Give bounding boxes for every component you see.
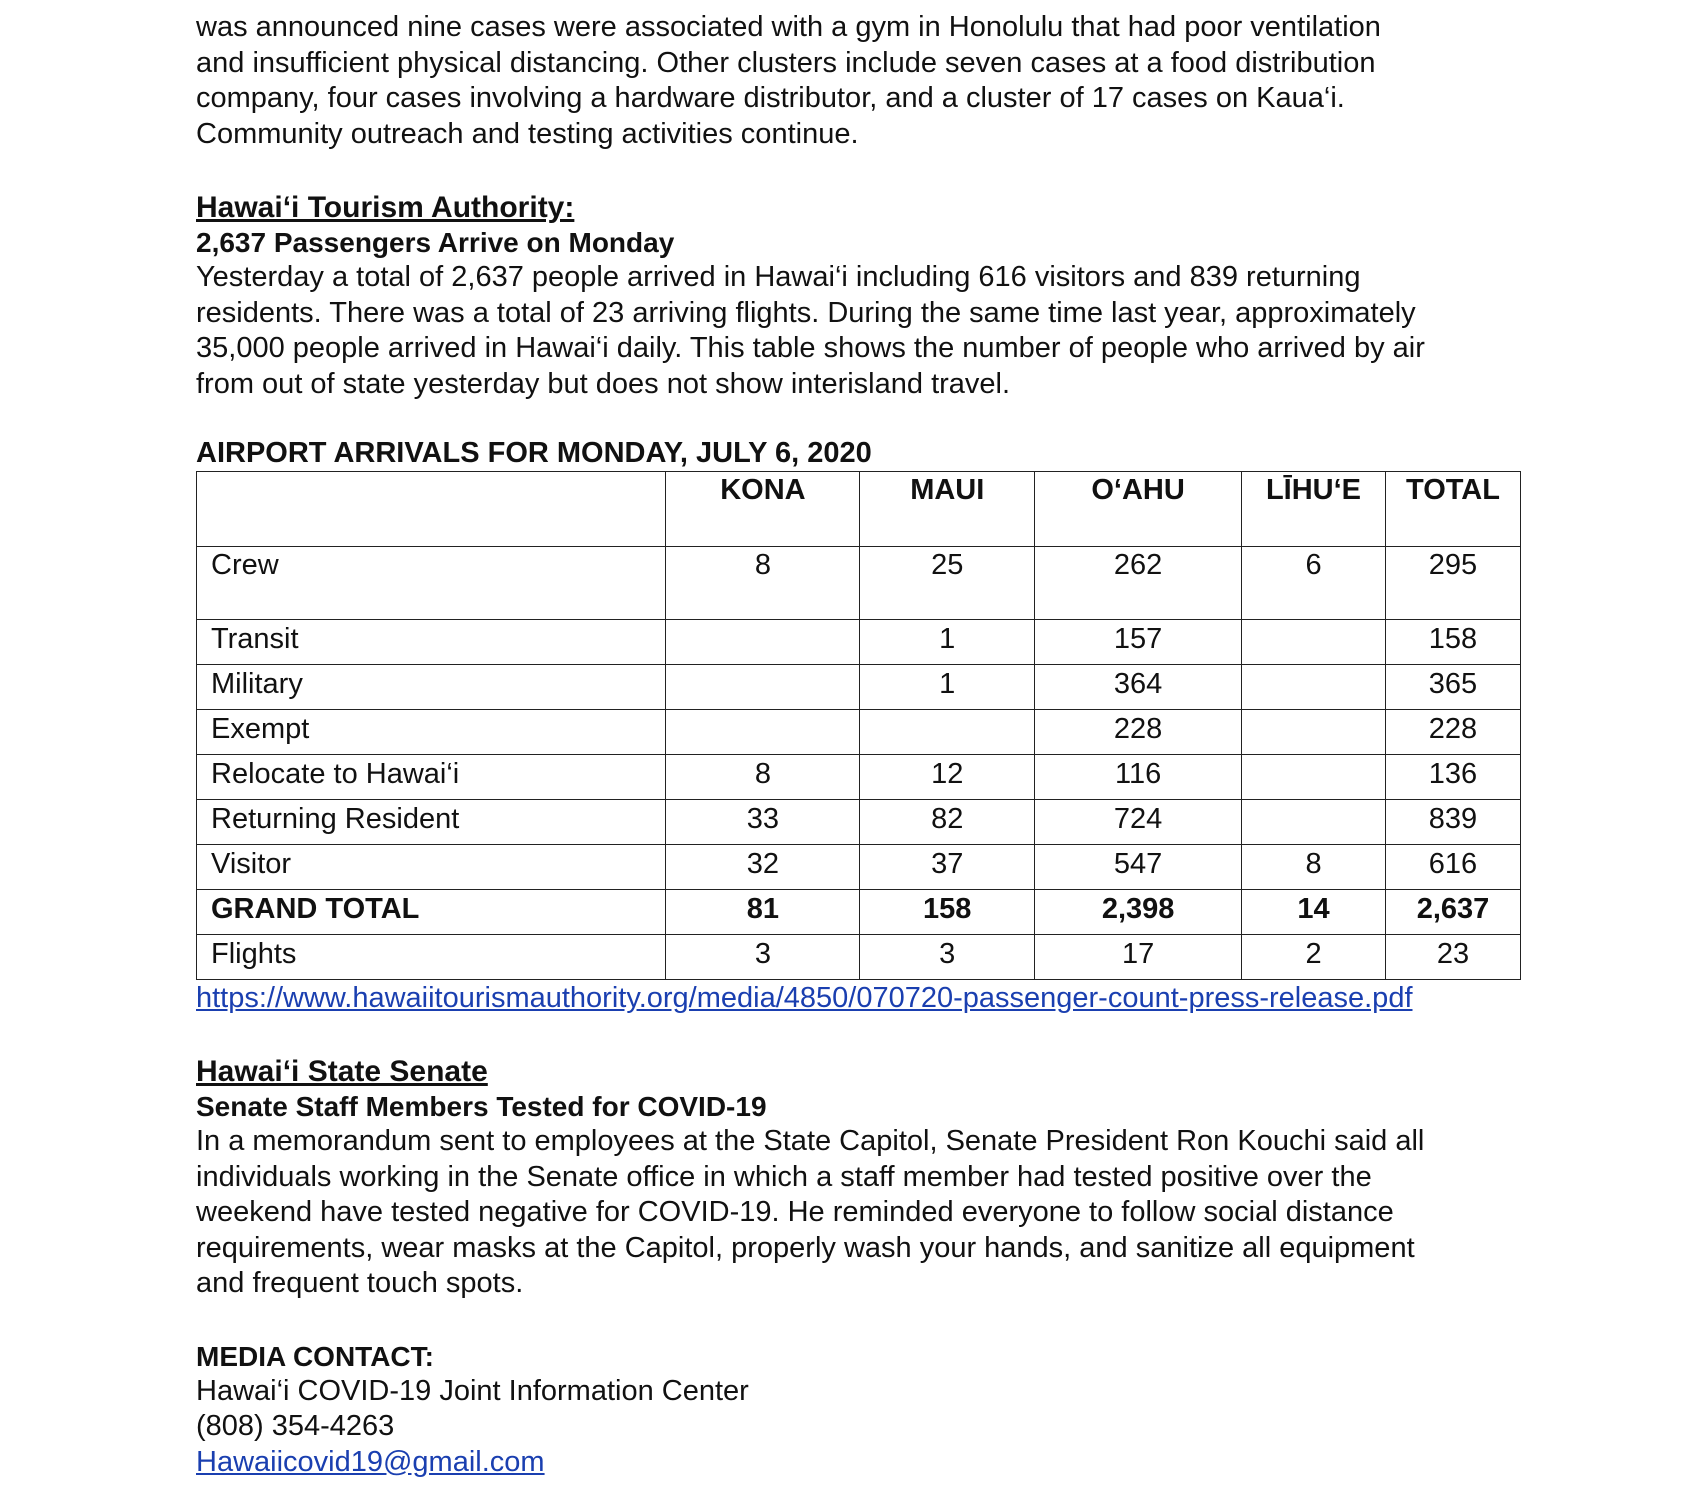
table-cell: 158 [1385,620,1520,665]
table-cell: 364 [1035,665,1242,710]
column-header: KONA [666,472,860,547]
senate-line: and frequent touch spots. [196,1267,524,1299]
media-contact-email-link[interactable]: Hawaiicovid19@gmail.com [196,1445,545,1478]
hta-line: Yesterday a total of 2,637 people arrived in Hawai‘i including 616 visitors and 839 returning [196,261,1361,293]
table-cell: 2 [1242,935,1386,980]
table-cell: 2,637 [1385,890,1520,935]
table-row [197,800,1521,845]
table-cell: 25 [860,547,1035,620]
senate-subheading: Senate Staff Members Tested for COVID-19 [196,1091,767,1122]
table-cell: 262 [1035,547,1242,620]
table-cell: 6 [1242,547,1386,620]
table-cell: 365 [1385,665,1520,710]
table-cell [1242,755,1386,800]
grand-total-row [197,890,1521,935]
table-cell [666,665,860,710]
table-cell: 37 [860,845,1035,890]
hta-section [196,190,1536,1016]
hta-line: from out of state yesterday but does not show interisland travel. [196,367,1011,400]
table-cell: 1 [860,665,1035,710]
row-label: Military [197,665,666,710]
row-label: Crew [197,547,666,620]
table-header-row [197,472,1521,547]
table-row [197,547,1521,620]
table-cell: 32 [666,845,860,890]
intro-paragraph [196,10,1536,152]
row-label: Exempt [197,710,666,755]
table-cell [666,710,860,755]
media-contact-org: Hawai‘i COVID-19 Joint Information Center [196,1374,749,1407]
table-row [197,935,1521,980]
senate-line: requirements, wear masks at the Capitol, properly wash your hands, and sanitize all equipment [196,1231,1415,1264]
table-cell: 3 [666,935,860,980]
row-label: Flights [197,935,666,980]
media-contact-heading: MEDIA CONTACT: [196,1340,434,1372]
airport-arrivals-table [196,471,1521,980]
table-cell [1242,620,1386,665]
hta-line: 35,000 people arrived in Hawai‘i daily. This table shows the number of people who arrived by air [196,332,1425,364]
table-cell: 33 [666,800,860,845]
table-cell: 547 [1035,845,1242,890]
table-cell: 14 [1242,890,1386,935]
table-cell: 2,398 [1035,890,1242,935]
column-header [197,472,666,547]
table-cell: 81 [666,890,860,935]
table-row [197,845,1521,890]
table-cell: 839 [1385,800,1520,845]
table-cell: 23 [1385,935,1520,980]
senate-paragraph [196,1124,1536,1302]
table-row [197,620,1521,665]
senate-section [196,1054,1536,1302]
table-row [197,755,1521,800]
media-contact-section [196,1340,1536,1481]
row-label: Visitor [197,845,666,890]
hta-heading: Hawai‘i Tourism Authority: [196,191,575,224]
table-cell: 8 [666,547,860,620]
column-header: LĪHU‘E [1242,472,1386,547]
table-cell: 8 [1242,845,1386,890]
senate-line: individuals working in the Senate office in which a staff member had tested positive over the [196,1160,1372,1193]
table-cell: 3 [860,935,1035,980]
intro-line: and insufficient physical distancing. Other clusters include seven cases at a food distribution [196,46,1376,79]
table-cell: 1 [860,620,1035,665]
table-cell: 616 [1385,845,1520,890]
table-cell [1242,665,1386,710]
senate-line: weekend have tested negative for COVID-19. He reminded everyone to follow social distance [196,1196,1394,1228]
intro-line: Community outreach and testing activities continue. [196,117,859,150]
table-cell [860,710,1035,755]
intro-line: was announced nine cases were associated with a gym in Honolulu that had poor ventilation [196,11,1381,43]
table-cell [1242,710,1386,755]
column-header: O‘AHU [1035,472,1242,547]
table-row [197,710,1521,755]
table-cell: 157 [1035,620,1242,665]
source-link[interactable]: https://www.hawaiitourismauthority.org/media/4850/070720-passenger-count-press-release.pdf [196,982,1413,1014]
table-cell: 724 [1035,800,1242,845]
table-cell: 116 [1035,755,1242,800]
table-title: AIRPORT ARRIVALS FOR MONDAY, JULY 6, 2020 [196,437,872,469]
row-label: GRAND TOTAL [197,890,666,935]
table-cell: 136 [1385,755,1520,800]
table-cell: 82 [860,800,1035,845]
hta-paragraph [196,260,1536,402]
row-label: Returning Resident [197,800,666,845]
column-header: MAUI [860,472,1035,547]
intro-line: company, four cases involving a hardware distributor, and a cluster of 17 cases on Kaua‘i. [196,82,1345,114]
row-label: Relocate to Hawai‘i [197,755,666,800]
table-cell: 228 [1035,710,1242,755]
senate-heading: Hawai‘i State Senate [196,1055,488,1088]
table-cell: 17 [1035,935,1242,980]
document-page [196,10,1536,1480]
table-cell [666,620,860,665]
table-cell: 228 [1385,710,1520,755]
row-label: Transit [197,620,666,665]
hta-subheading: 2,637 Passengers Arrive on Monday [196,227,675,258]
table-cell: 8 [666,755,860,800]
table-cell [1242,800,1386,845]
media-contact-phone: (808) 354-4263 [196,1410,395,1442]
hta-line: residents. There was a total of 23 arriving flights. During the same time last year, approximately [196,296,1416,329]
column-header: TOTAL [1385,472,1520,547]
table-cell: 295 [1385,547,1520,620]
table-row [197,665,1521,710]
senate-line: In a memorandum sent to employees at the State Capitol, Senate President Ron Kouchi said all [196,1125,1425,1157]
table-cell: 158 [860,890,1035,935]
table-cell: 12 [860,755,1035,800]
